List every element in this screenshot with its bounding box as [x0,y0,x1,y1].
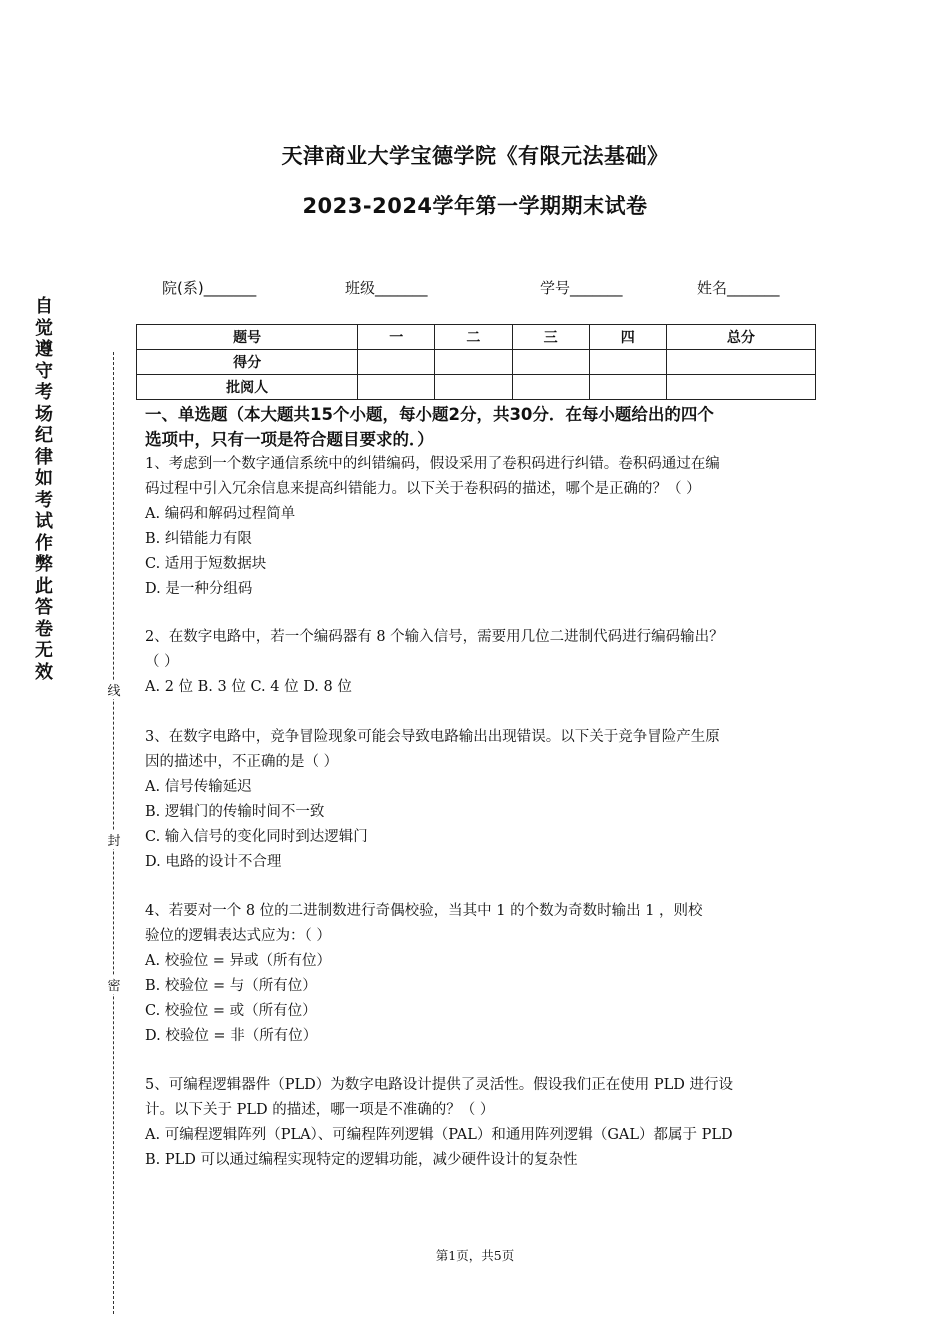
question-line: C. 适用于短数据块 [145,556,267,572]
notice-char: 试 [35,511,53,532]
grader-cell [589,375,666,400]
grader-row-label: 批阅人 [137,375,358,400]
question-line: A. 信号传输延迟 [145,779,252,795]
score-table-header-row [137,325,816,350]
page-number: 第1页，共5页 [435,1248,515,1263]
notice-char: 答 [35,597,53,618]
exam-title-line1: 天津商业大学宝德学院《有限元法基础》 [281,144,669,168]
score-table-header-cell: 总分 [666,325,815,350]
exam-discipline-notice [32,296,56,683]
score-row-label: 得分 [137,350,358,375]
notice-char: 弊 [35,554,53,575]
question-line: 计。以下关于 PLD 的描述，哪一项是不准确的？（ ） [145,1102,495,1118]
question-line: B. 逻辑门的传输时间不一致 [145,804,325,820]
score-table-header-cell: 一 [358,325,435,350]
binding-mark-feng: 封 [106,830,122,849]
notice-char: 遵 [35,339,53,360]
student-info-row [0,277,950,299]
score-table-header-cell: 二 [435,325,512,350]
notice-char: 自 [35,296,53,317]
question-line: 验位的逻辑表达式应为：（ ） [145,928,331,944]
question-line: D. 电路的设计不合理 [145,854,282,870]
binding-mark-mi: 密 [106,975,122,994]
score-cell [512,350,589,375]
notice-char: 如 [35,468,53,489]
score-cell [666,350,815,375]
grader-cell [666,375,815,400]
question-stem-line: 5、可编程逻辑器件（PLD）为数字电路设计提供了灵活性。假设我们正在使用 PLD 进行设 [145,1077,733,1093]
notice-char: 作 [35,532,53,554]
question-3 [145,725,813,875]
question-line: C. 输入信号的变化同时到达逻辑门 [145,829,368,845]
question-line: B. 校验位 = 与（所有位） [145,978,317,994]
score-table-header-cell: 四 [589,325,666,350]
question-line: A. 可编程逻辑阵列（PLA）、可编程阵列逻辑（PAL）和通用阵列逻辑（GAL）都属于 PLD [145,1127,733,1143]
question-line: A. 2 位 B. 3 位 C. 4 位 D. 8 位 [145,679,352,695]
question-line: D. 是一种分组码 [145,581,253,597]
question-line: B. 纠错能力有限 [145,531,252,547]
question-stem-line: 2、在数字电路中，若一个编码器有 8 个输入信号，需要用几位二进制代码进行编码输出？ [145,629,724,645]
section-heading-line: 选项中，只有一项是符合题目要求的．） [145,430,434,449]
student-id-field: 学号_______ [540,279,623,297]
question-2 [145,625,813,700]
grader-cell [512,375,589,400]
section-heading-line: 一、单选题（本大题共15个小题，每小题2分，共30分．在每小题给出的四个 [145,405,714,424]
notice-char: 考 [35,382,53,403]
question-line: A. 编码和解码过程简单 [145,506,296,522]
notice-char: 无 [35,640,53,661]
notice-char: 此 [35,575,53,597]
notice-char: 觉 [35,317,53,339]
question-5 [145,1073,813,1173]
question-stem-line: 1、考虑到一个数字通信系统中的纠错编码，假设采用了卷积码进行纠错。卷积码通过在编 [145,456,720,472]
question-4 [145,899,813,1049]
question-line: C. 校验位 = 或（所有位） [145,1003,317,1019]
question-stem-line: 4、若要对一个 8 位的二进制数进行奇偶校验，当其中 1 的个数为奇数时输出 1 ，则校 [145,903,703,919]
grader-cell [358,375,435,400]
binding-mark-xian: 线 [106,680,122,699]
question-line: 因的描述中，不正确的是（ ） [145,754,339,770]
score-cell [589,350,666,375]
question-line: A. 校验位 = 异或（所有位） [145,953,332,969]
question-line: 码过程中引入冗余信息来提高纠错能力。以下关于卷积码的描述，哪个是正确的？（ ） [145,481,701,497]
question-line: D. 校验位 = 非（所有位） [145,1028,318,1044]
notice-char: 考 [35,489,53,511]
notice-char: 卷 [35,618,53,640]
score-table-row [137,375,816,400]
score-table-header-cell: 题号 [137,325,358,350]
notice-char: 效 [35,661,53,683]
question-line: B. PLD 可以通过编程实现特定的逻辑功能，减少硬件设计的复杂性 [145,1152,578,1168]
grader-cell [435,375,512,400]
score-cell [358,350,435,375]
exam-title-line2: 2023-2024学年第一学期期末试卷 [302,194,648,218]
score-table-row [137,350,816,375]
question-line: （ ） [145,654,179,670]
class-field: 班级_______ [345,279,428,297]
question-stem-line: 3、在数字电路中，竞争冒险现象可能会导致电路输出出现错误。以下关于竞争冒险产生原 [145,729,720,745]
score-table [136,324,816,400]
notice-char: 守 [35,360,53,382]
question-1 [145,452,813,602]
score-table-header-cell: 三 [512,325,589,350]
notice-char: 纪 [35,425,53,446]
department-field: 院(系)_______ [162,279,257,297]
score-cell [435,350,512,375]
name-field: 姓名_______ [697,279,780,297]
section-heading [145,402,817,452]
notice-char: 律 [35,446,53,468]
notice-char: 场 [35,403,53,425]
